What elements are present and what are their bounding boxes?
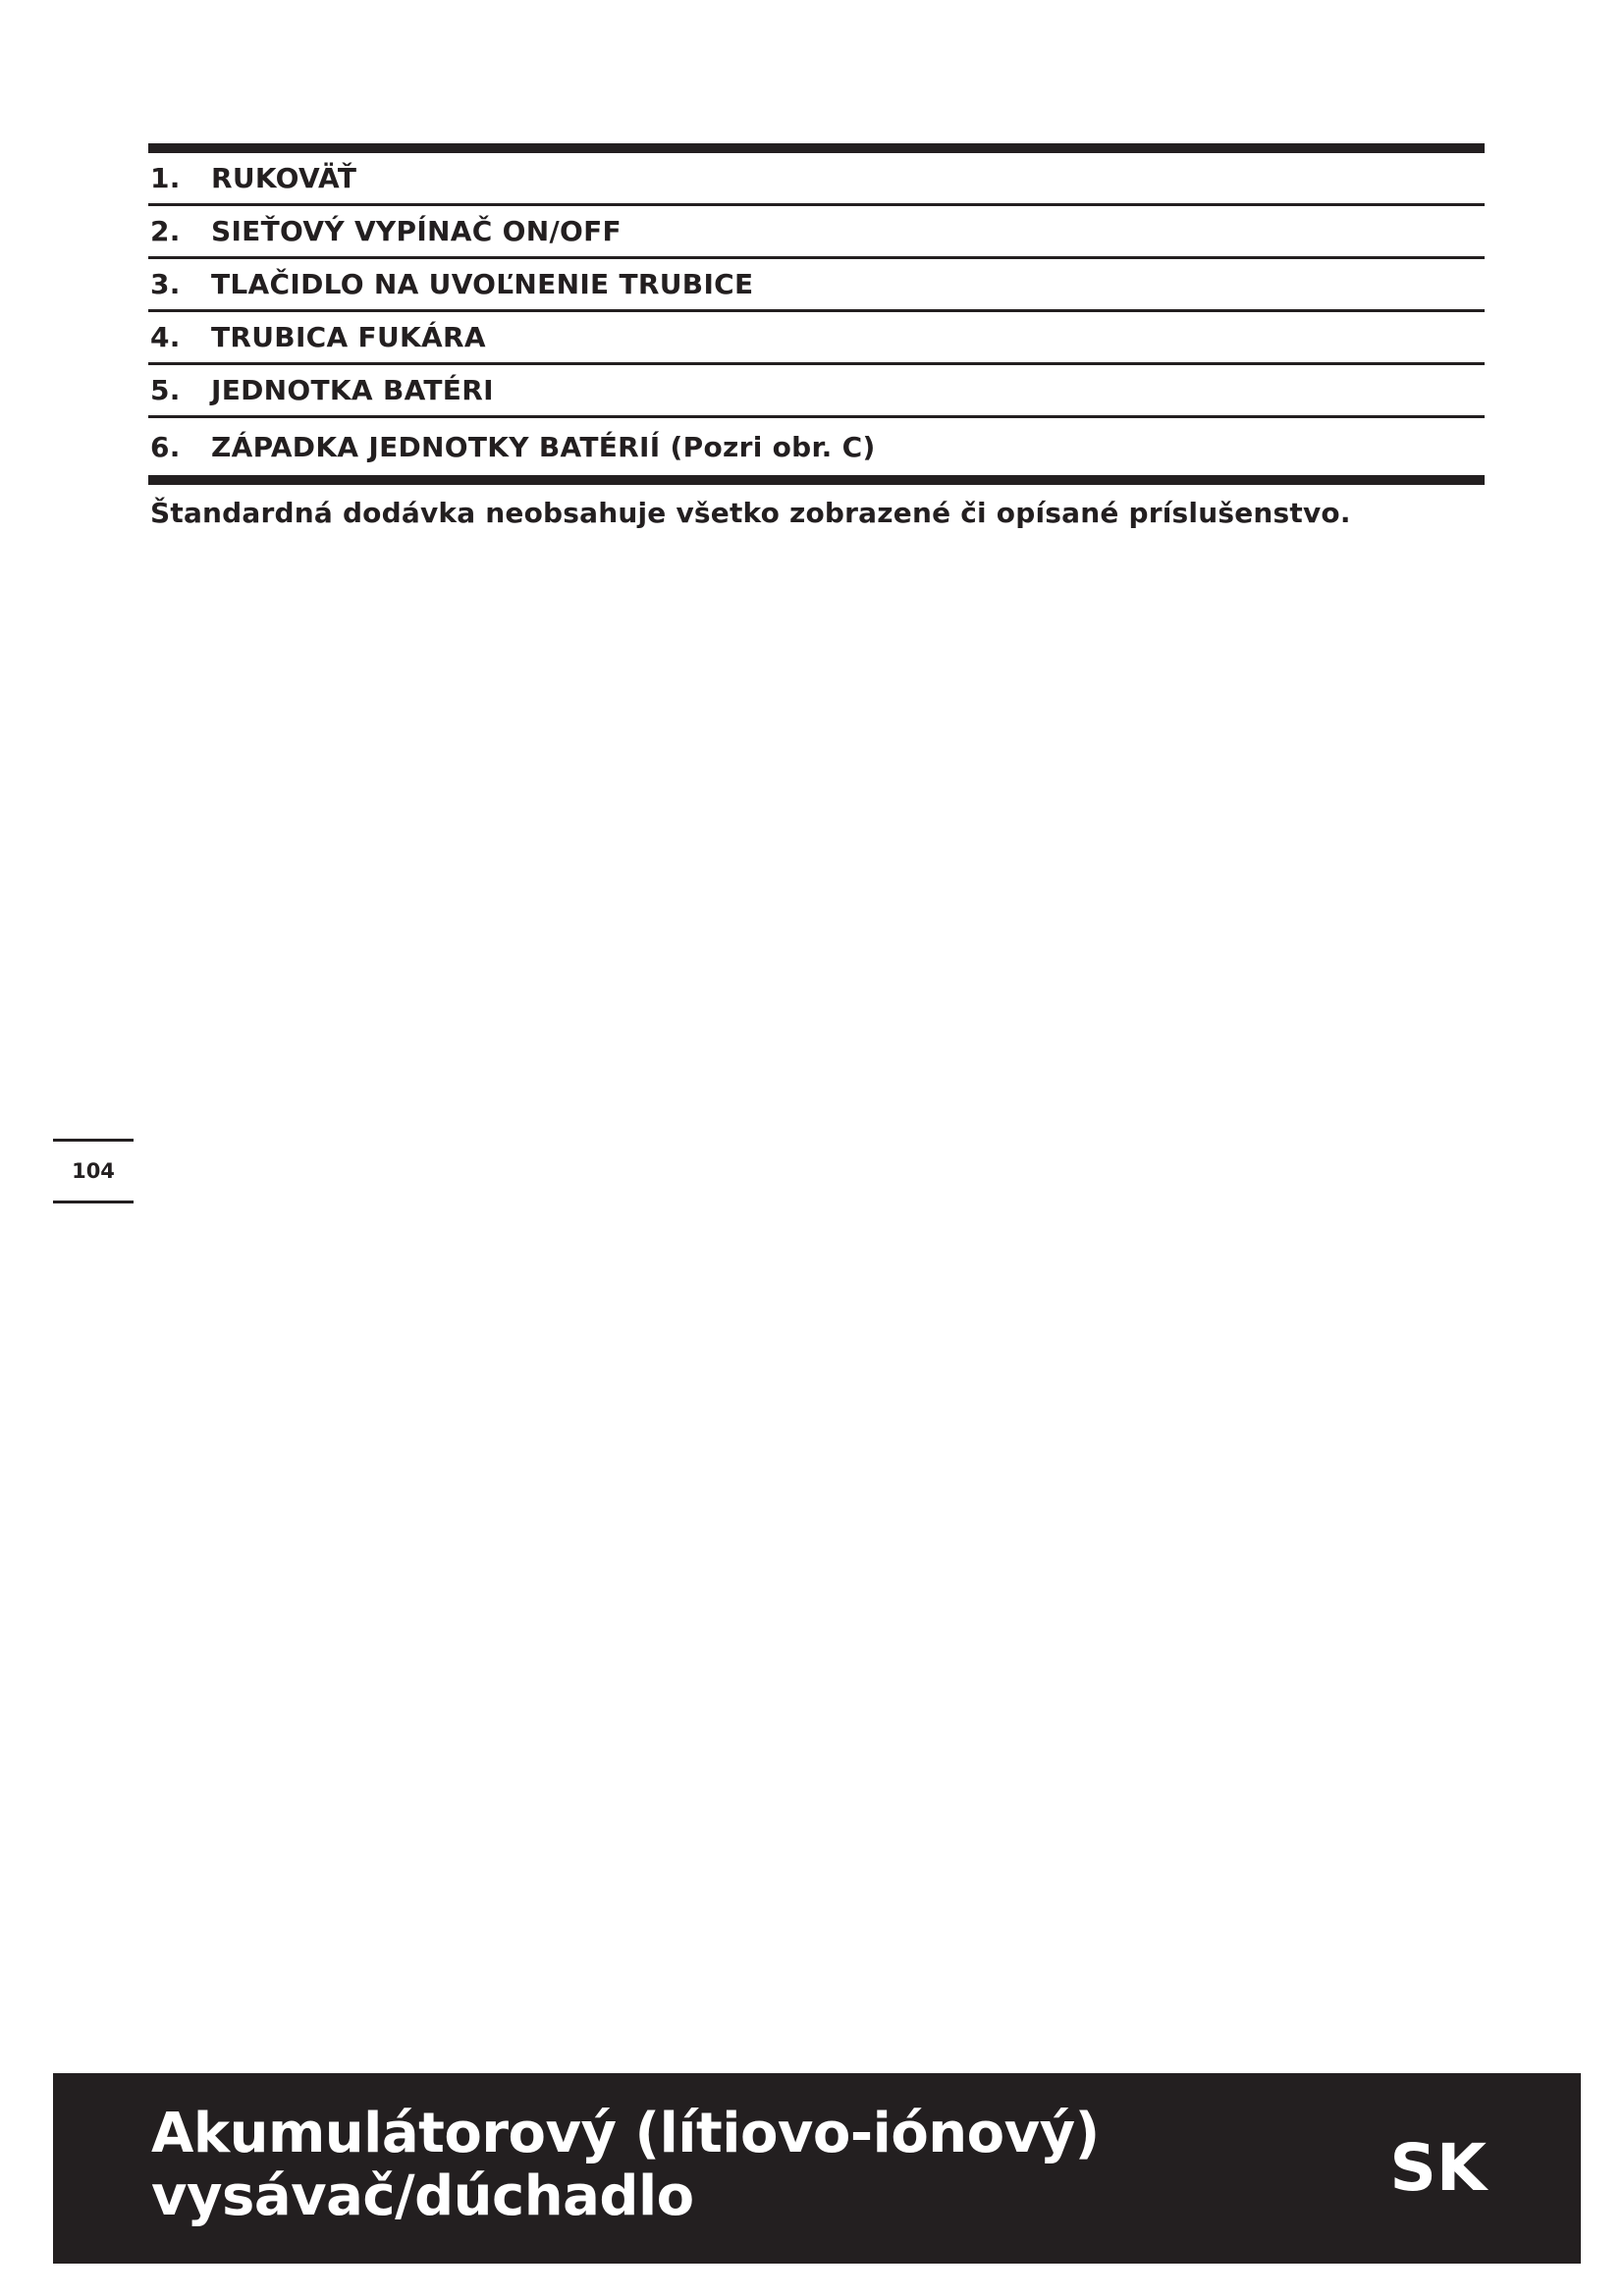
parts-list-item [148,206,1485,259]
part-number: 3. [150,268,181,300]
part-number: 2. [150,215,181,247]
parts-list-item [148,418,1485,475]
part-note: (Pozri obr. C) [670,430,876,463]
part-label: TRUBICA FUKÁRA [211,321,486,353]
page-number: 104 [53,1139,134,1203]
parts-list-item [148,365,1485,418]
part-label-text: ZÁPADKA JEDNOTKY BATÉRIÍ [211,430,661,463]
product-title-line2: vysávač/dúchadlo [151,2164,694,2228]
product-title-line1: Akumulátorový (lítiovo-iónový) [151,2102,1100,2165]
product-title [151,2103,1100,2228]
parts-list-table [148,143,1485,485]
parts-list-item [148,259,1485,312]
parts-list-item [148,312,1485,365]
part-label: SIEŤOVÝ VYPÍNAČ ON/OFF [211,215,622,247]
part-number: 5. [150,374,181,406]
part-label: JEDNOTKA BATÉRI [211,374,494,406]
part-label: RUKOVÄŤ [211,162,357,194]
parts-list-item [148,153,1485,206]
part-number: 4. [150,321,181,353]
part-number: 1. [150,162,181,194]
footer-banner [53,2073,1581,2264]
part-label [211,431,1485,463]
standard-delivery-note: Štandardná dodávka neobsahuje všetko zobrazené či opísané príslušenstvo. [150,497,1351,529]
part-label: TLAČIDLO NA UVOĽNENIE TRUBICE [211,268,754,300]
part-number: 6. [150,430,181,463]
language-code: SK [1389,2130,1487,2206]
